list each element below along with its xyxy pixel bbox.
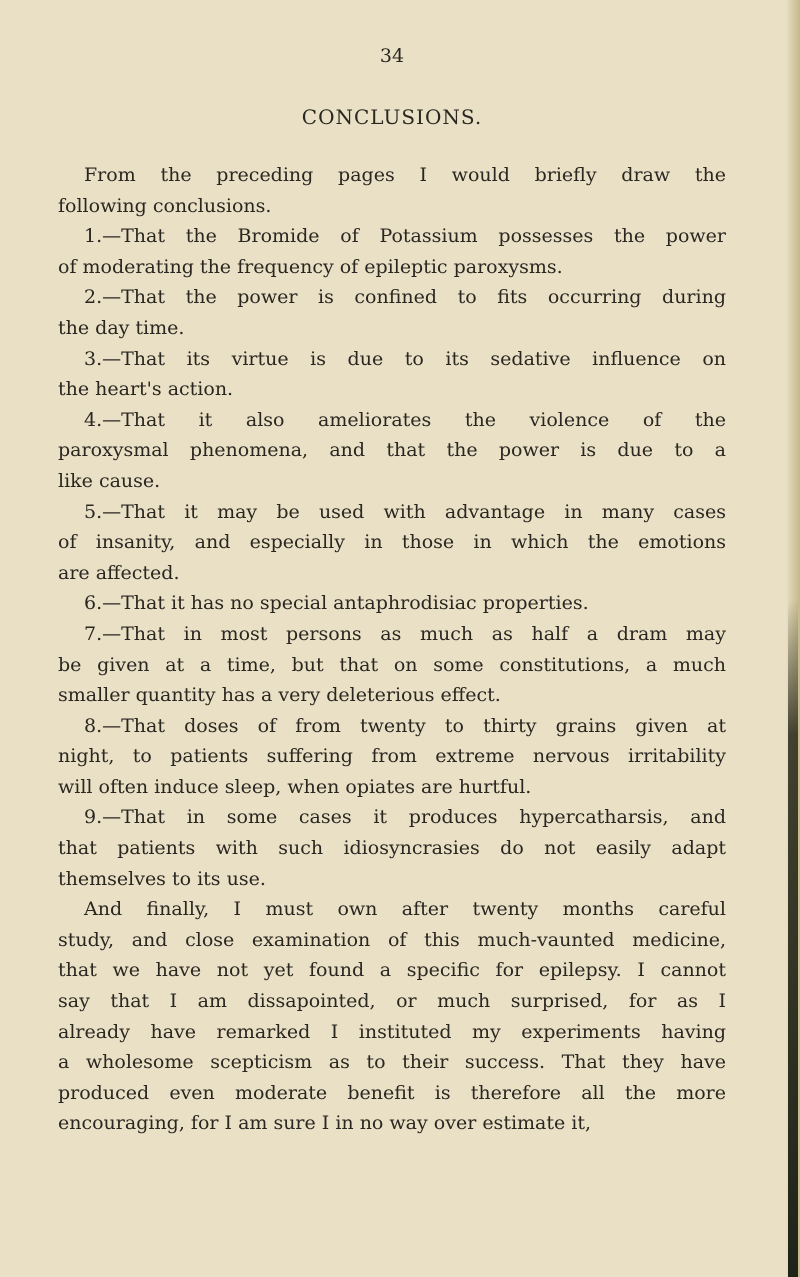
text-line: will often induce sleep, when opiates are hurtful. <box>58 775 532 798</box>
text-line: like cause. <box>58 469 161 492</box>
text-line: that patients with such idiosyncrasies do not easily adapt <box>58 837 726 860</box>
text-line: encouraging, for I am sure I in no way over estimate it, <box>58 1112 592 1135</box>
page-title: CONCLUSIONS. <box>301 105 483 129</box>
text-line: of moderating the frequency of epileptic paroxysms. <box>58 255 563 278</box>
paragraph <box>58 282 726 343</box>
text-line: 5.—That it may be used with advantage in many cases <box>84 500 726 523</box>
text-line: following conclusions. <box>58 194 272 217</box>
text-line: 7.—That in most persons as much as half a dram may <box>84 622 726 645</box>
text-line: paroxysmal phenomena, and that the power is due to a <box>58 439 726 462</box>
text-line: be given at a time, but that on some constitutions, a much <box>58 653 726 676</box>
text-line: the day time. <box>58 316 185 339</box>
text-line: say that I am dissapointed, or much surprised, for as I <box>58 990 726 1013</box>
paragraph <box>58 221 726 282</box>
text-line: produced even moderate benefit is therefore all the more <box>58 1081 726 1104</box>
paragraph <box>58 894 726 1139</box>
binding-edge <box>788 600 798 1277</box>
page-number: 34 <box>379 45 405 67</box>
text-line: smaller quantity has a very deleterious effect. <box>58 684 501 707</box>
text-line: are affected. <box>58 561 180 584</box>
text-line: already have remarked I instituted my experiments having <box>58 1020 726 1043</box>
text-line: night, to patients suffering from extreme nervous irritability <box>58 745 726 768</box>
paragraph <box>58 619 726 711</box>
text-line: 3.—That its virtue is due to its sedative influence on <box>84 347 726 370</box>
text-line: a wholesome scepticism as to their success. That they have <box>58 1051 726 1074</box>
paragraph <box>58 160 726 221</box>
text-line: study, and close examination of this much-vaunted medicine, <box>58 928 726 951</box>
text-line: And finally, I must own after twenty months careful <box>84 898 726 921</box>
paragraph <box>58 711 726 803</box>
conclusions-body <box>58 160 726 1139</box>
text-line: that we have not yet found a specific for epilepsy. I cannot <box>58 959 726 982</box>
text-line: 6.—That it has no special antaphrodisiac properties. <box>84 592 589 615</box>
text-line: of insanity, and especially in those in which the emotions <box>58 531 726 554</box>
paragraph <box>58 344 726 405</box>
text-line: the heart's action. <box>58 378 234 401</box>
paragraph <box>58 405 726 497</box>
text-line: 4.—That it also ameliorates the violence of the <box>84 408 726 431</box>
paragraph <box>58 802 726 894</box>
text-line: 1.—That the Bromide of Potassium possesses the power <box>84 225 726 248</box>
text-line: 2.—That the power is confined to fits occurring during <box>84 286 726 309</box>
paragraph <box>58 588 726 619</box>
text-line: themselves to its use. <box>58 867 266 890</box>
text-line: 8.—That doses of from twenty to thirty grains given at <box>84 714 726 737</box>
paragraph <box>58 497 726 589</box>
text-line: 9.—That in some cases it produces hypercatharsis, and <box>84 806 726 829</box>
text-line: From the preceding pages I would briefly draw the <box>84 164 726 186</box>
